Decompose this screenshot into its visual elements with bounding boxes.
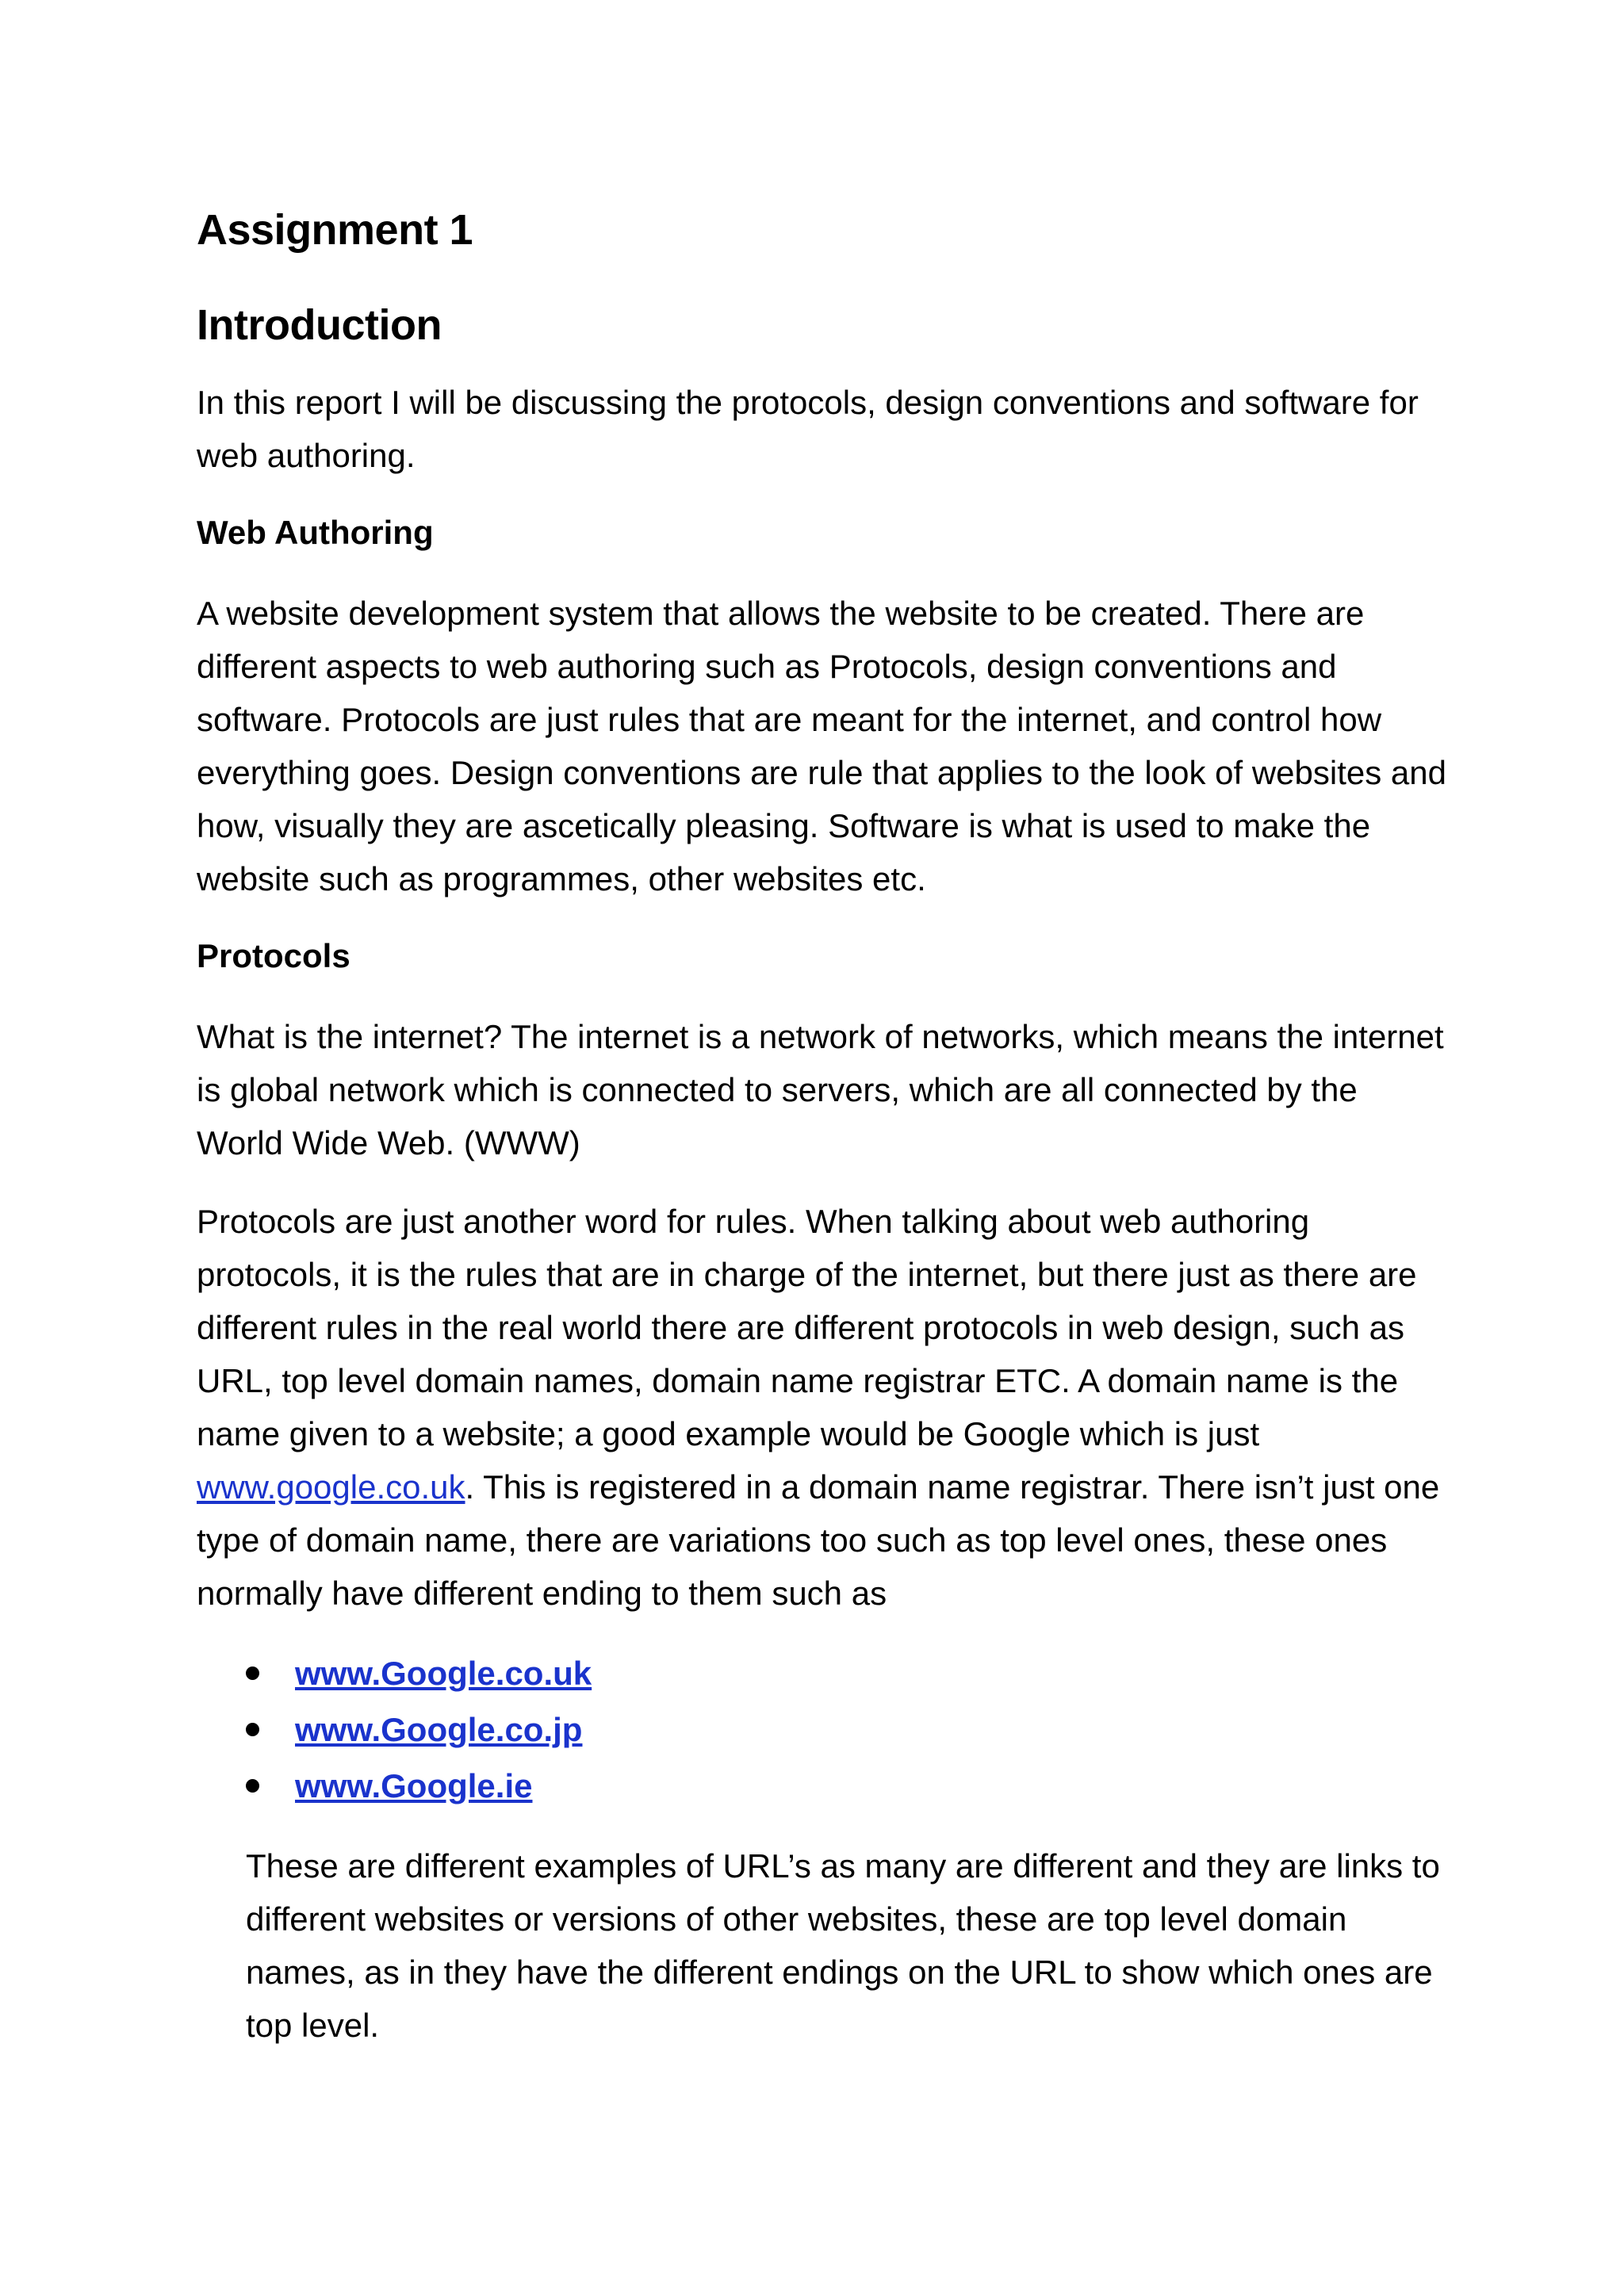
list-item (246, 1645, 1450, 1701)
document-page (197, 198, 1450, 2052)
example-link-ie[interactable]: www.Google.ie (295, 1767, 533, 1804)
protocols-paragraph-3: These are different examples of URL’s as many are different and they are links to different websites or versions of other websites, these are top level domain names, as in they have the different endings on the URL to show which ones are top level. (246, 1847, 1440, 2044)
protocols-paragraph-1: What is the internet? The internet is a network of networks, which means the internet is global network which is connected to servers, which are all connected by the World Wide Web. (WWW) (197, 1018, 1444, 1161)
list-item (246, 1758, 1450, 1814)
web-authoring-paragraph: A website development system that allows the website to be created. There are different aspects to web authoring such as Protocols, design conventions and software. Protocols are just rules that are meant for the internet, and control how everything goes. Design conventions are rule that applies to the look of websites and how, visually they are ascetically pleasing. Software is what is used to make the website such as programmes, other websites etc. (197, 595, 1446, 897)
document-title: Assignment 1 (197, 206, 473, 254)
google-link[interactable]: www.google.co.uk (197, 1468, 465, 1506)
protocols-paragraph-2-text-a: Protocols are just another word for rules. When talking about web authoring protocols, it is the rules that are in charge of the internet, but there just as there are different rules in the real world there are different protocols in web design, such as URL, top level domain names, domain name registrar ETC. A domain name is the name given to a website; a good example would be Google which is just (197, 1203, 1417, 1452)
bullet-icon (246, 1723, 259, 1736)
protocols-paragraph-2 (197, 1195, 1450, 1620)
example-link-co-jp[interactable]: www.Google.co.jp (295, 1711, 583, 1748)
list-item (246, 1701, 1450, 1758)
example-link-co-uk[interactable]: www.Google.co.uk (295, 1655, 592, 1692)
protocols-paragraph-2-text-b: . This is registered in a domain name registrar. There isn’t just one type of domain name, there are variations too such as top level ones, these ones normally have different ending to them such as (197, 1468, 1440, 1612)
protocols-heading: Protocols (197, 937, 350, 974)
bullet-icon (246, 1667, 259, 1680)
domain-examples-list (197, 1645, 1450, 1814)
web-authoring-heading: Web Authoring (197, 514, 434, 551)
intro-paragraph: In this report I will be discussing the protocols, design conventions and software for web authoring. (197, 384, 1419, 474)
bullet-icon (246, 1779, 259, 1793)
intro-heading: Introduction (197, 301, 442, 349)
